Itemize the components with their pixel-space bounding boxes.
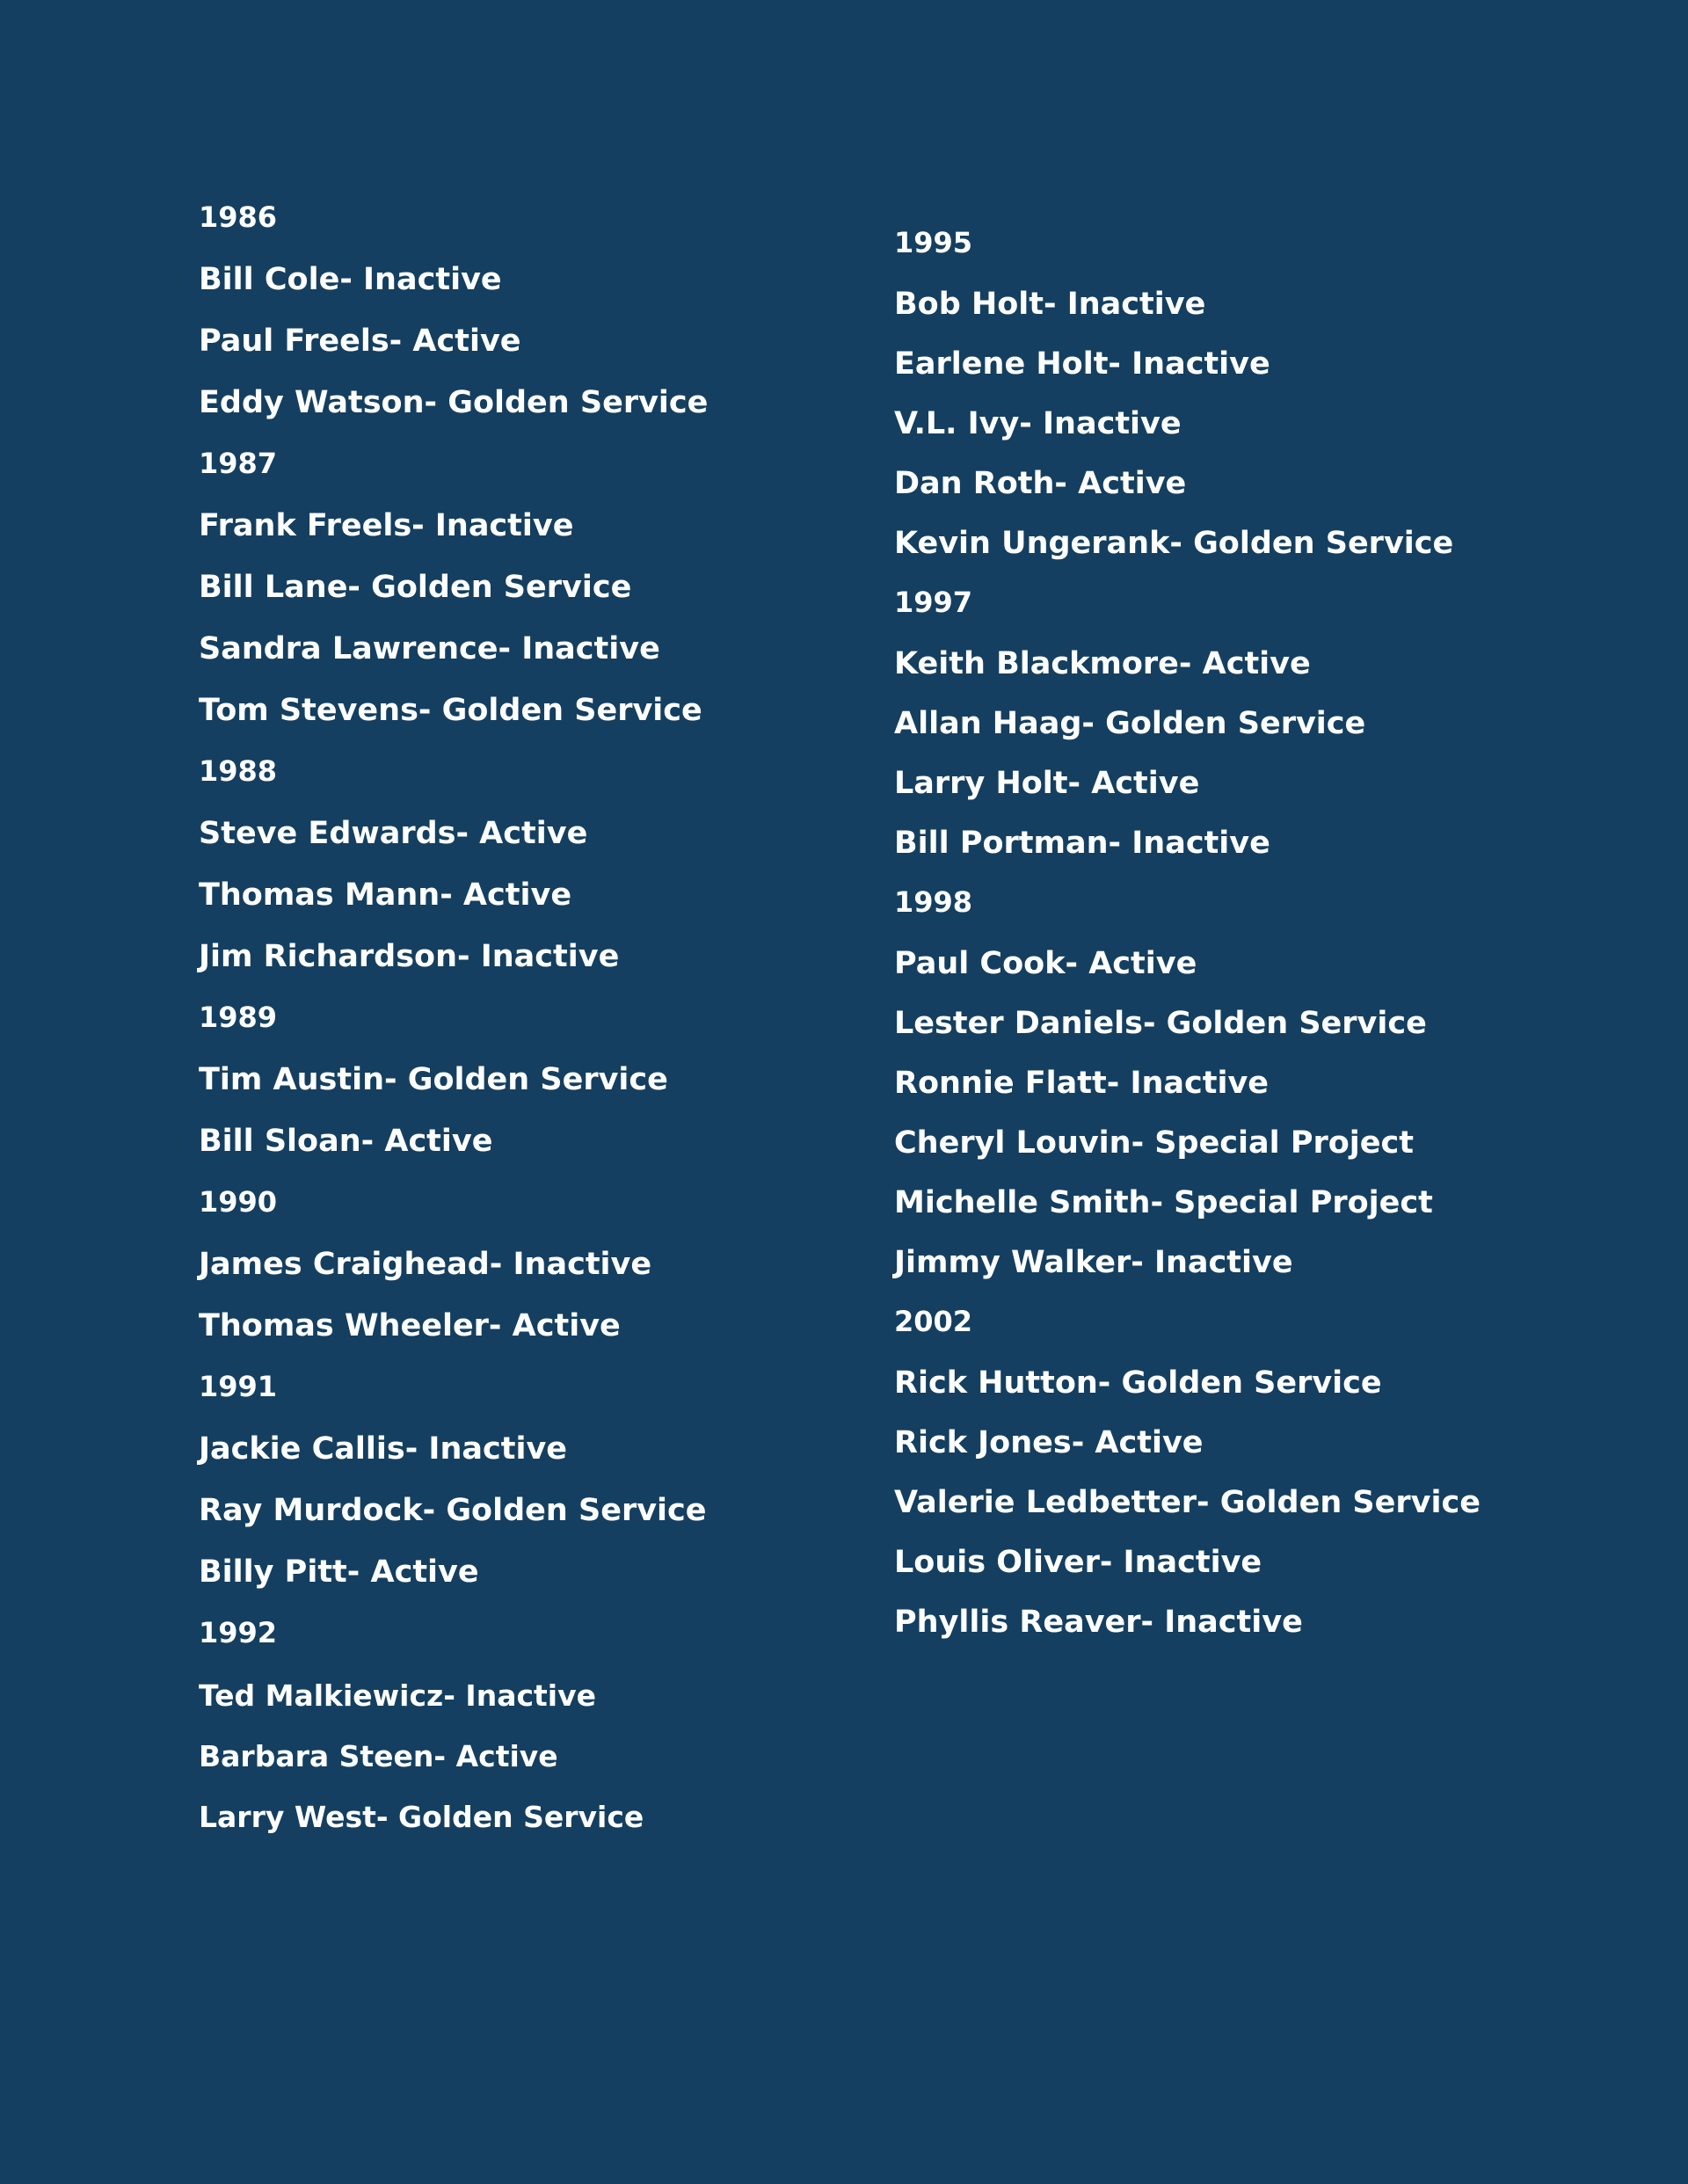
year-heading: 1992 [199, 1616, 278, 1649]
year-group [199, 449, 832, 726]
member-entry: Rick Jones- Active [894, 1425, 1204, 1460]
member-entry: Thomas Wheeler- Active [199, 1308, 621, 1343]
member-entry: Lester Daniels- Golden Service [894, 1006, 1427, 1041]
member-entry: Bob Holt- Inactive [894, 287, 1206, 322]
year-group [199, 754, 832, 974]
member-entry: Thomas Mann- Active [199, 877, 572, 913]
left-column [199, 0, 832, 1862]
member-entry: Kevin Ungerank- Golden Service [894, 526, 1454, 561]
year-group [894, 588, 1597, 859]
year-group [894, 1307, 1597, 1638]
member-entry: James Craighead- Inactive [199, 1247, 652, 1282]
member-entry: Bill Lane- Golden Service [199, 570, 632, 605]
year-group [894, 885, 1597, 1280]
year-heading: 1989 [199, 1001, 278, 1034]
member-entry: Louis Oliver- Inactive [894, 1545, 1262, 1580]
year-heading: 1986 [199, 200, 278, 234]
member-entry: Valerie Ledbetter- Golden Service [894, 1485, 1481, 1520]
member-entry: Larry Holt- Active [894, 766, 1200, 801]
right-column [894, 0, 1597, 1667]
member-entry: Rick Hutton- Golden Service [894, 1365, 1382, 1401]
member-entry: Eddy Watson- Golden Service [199, 385, 709, 420]
member-entry: V.L. Ivy- Inactive [894, 406, 1182, 441]
year-heading: 1997 [894, 586, 973, 619]
member-entry: Bill Cole- Inactive [199, 262, 502, 297]
member-entry: Tim Austin- Golden Service [199, 1062, 668, 1097]
year-group [199, 200, 832, 420]
year-heading: 1991 [199, 1370, 278, 1403]
member-entry: Sandra Lawrence- Inactive [199, 631, 660, 666]
member-entry: Steve Edwards- Active [199, 816, 588, 851]
year-group [199, 1185, 832, 1343]
member-entry: Michelle Smith- Special Project [894, 1185, 1433, 1220]
member-entry: Barbara Steen- Active [199, 1739, 558, 1773]
year-group [199, 1372, 832, 1588]
year-heading: 1998 [894, 885, 973, 919]
member-entry: Earlene Holt- Inactive [894, 346, 1270, 382]
year-heading: 1995 [894, 226, 973, 259]
member-entry: Jackie Callis- Inactive [199, 1431, 568, 1467]
year-heading: 2002 [894, 1305, 973, 1338]
member-entry: Larry West- Golden Service [199, 1800, 644, 1834]
member-entry: Paul Cook- Active [894, 946, 1197, 981]
year-heading: 1988 [199, 754, 278, 788]
member-entry: Tom Stevens- Golden Service [199, 693, 702, 728]
member-entry: Ronnie Flatt- Inactive [894, 1066, 1270, 1101]
member-entry: Cheryl Louvin- Special Project [894, 1125, 1415, 1161]
member-entry: Jim Richardson- Inactive [199, 939, 620, 974]
member-entry: Jimmy Walker- Inactive [894, 1245, 1293, 1280]
year-group [199, 1003, 832, 1157]
member-entry: Dan Roth- Active [894, 466, 1187, 501]
year-group [894, 226, 1597, 561]
year-heading: 1987 [199, 447, 278, 480]
member-entry: Bill Portman- Inactive [894, 826, 1270, 861]
member-entry: Allan Haag- Golden Service [894, 706, 1366, 741]
year-group [199, 1616, 832, 1834]
member-entry: Billy Pitt- Active [199, 1554, 479, 1590]
member-entry: Ray Murdock- Golden Service [199, 1493, 707, 1528]
member-entry: Paul Freels- Active [199, 324, 521, 359]
member-entry: Ted Malkiewicz- Inactive [199, 1678, 597, 1713]
year-heading: 1990 [199, 1185, 278, 1219]
member-entry: Bill Sloan- Active [199, 1124, 493, 1159]
member-entry: Phyllis Reaver- Inactive [894, 1605, 1303, 1640]
member-entry: Frank Freels- Inactive [199, 508, 574, 543]
member-entry: Keith Blackmore- Active [894, 646, 1311, 681]
